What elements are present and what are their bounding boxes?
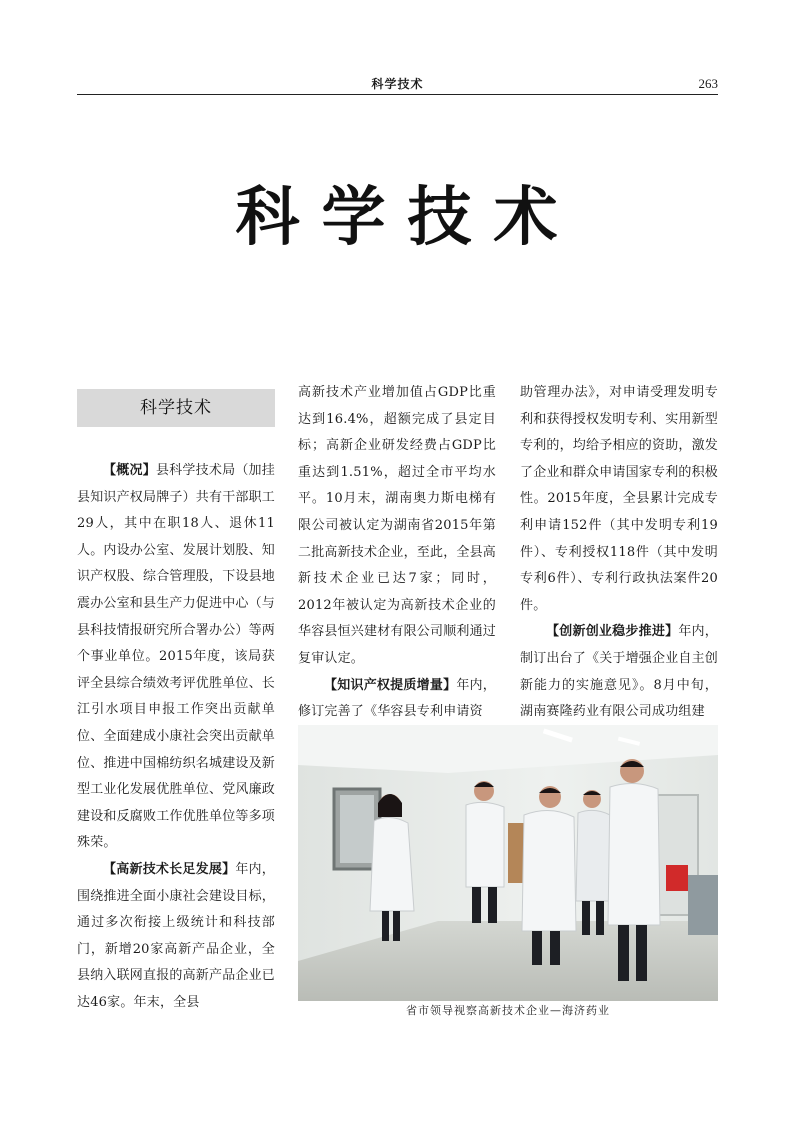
- photo-pass-window-glass: [340, 795, 374, 863]
- paragraph-text-ip: 年内，修订完善了《华容县专利申请资: [298, 677, 496, 720]
- photo-caption: 省市领导视察高新技术企业—海济药业: [406, 1004, 610, 1017]
- text-column-1: [77, 458, 275, 1016]
- page-number: 263: [698, 76, 718, 91]
- running-head: [77, 76, 718, 95]
- paragraph-tag-ip: 【知识产权提质增量】: [324, 677, 457, 693]
- photo-stool: [666, 865, 688, 891]
- paragraph-text-overview: 县科学技术局（加挂县知识产权局牌子）共有干部职工29人，其中在职18人、退休11人。内设办公室、发展计划股、知识产权股、综合管理股，下设县地震办公室和县生产力促进中心（与县科技情报研究所合署办公）等两个事业单位。2015年度，该局获评全县综合绩效考评优胜单位、长江引水项目申报工作突出贡献单位、全面建成小康社会突出贡献单位、推进中国棉纺织名城建设及新型工业化发展优胜单位、党风廉政建设和反腐败工作优胜单位等多项殊荣。: [77, 463, 276, 851]
- paragraph-ip: [298, 673, 496, 726]
- paragraph-overview: [77, 458, 275, 857]
- paragraph-text-innovation: 年内，制订出台了《关于增强企业自主创新能力的实施意见》。8月中旬，湖南赛隆药业有限公司成功组建: [520, 624, 719, 720]
- paragraph-ip-continued: 助管理办法》，对申请受理发明专利和获得授权发明专利、实用新型专利的，均给予相应的资助，激发了企业和群众申请国家专利的积极性。2015年度，全县累计完成专利申请152件（其中发明专利19件）、专利授权118件（其中发明专利6件）、专利行政执法案件20件。: [520, 385, 719, 613]
- paragraph-innovation: [520, 619, 718, 725]
- paragraph-hightech: [77, 857, 275, 1017]
- text-column-3: [520, 380, 718, 726]
- text-column-2: [298, 380, 496, 726]
- paragraph-tag-overview: 【概况】: [103, 463, 156, 478]
- running-head-title: 科学技术: [371, 77, 424, 91]
- paragraph-tag-hightech: 【高新技术长足发展】: [103, 861, 236, 877]
- paragraph-tag-innovation: 【创新创业稳步推进】: [546, 624, 679, 640]
- section-heading: 科学技术: [77, 389, 275, 427]
- photo-cabinet: [688, 875, 718, 935]
- chapter-title: 科学技术: [235, 180, 580, 255]
- photo-illustration: [298, 725, 718, 1001]
- paragraph-hightech-continued: 高新技术产业增加值占GDP比重达到16.4%，超额完成了县定目标；高新企业研发经费占GDP比重达到1.51%，超过全市平均水平。10月末，湖南奥力斯电梯有限公司被认定为湖南省2015年第二批高新技术企业，至此，全县高新技术企业已达7家；同时，2012年被认定为高新技术企业的华容县恒兴建材有限公司顺利通过复审认定。: [298, 385, 497, 666]
- paragraph-text-hightech: 年内，围绕推进全面小康社会建设目标，通过多次衔接上级统计和科技部门，新增20家高新产品企业，全县纳入联网直报的高新产品企业已达46家。年末，全县: [77, 861, 276, 1010]
- photo-inspection: [298, 725, 718, 1001]
